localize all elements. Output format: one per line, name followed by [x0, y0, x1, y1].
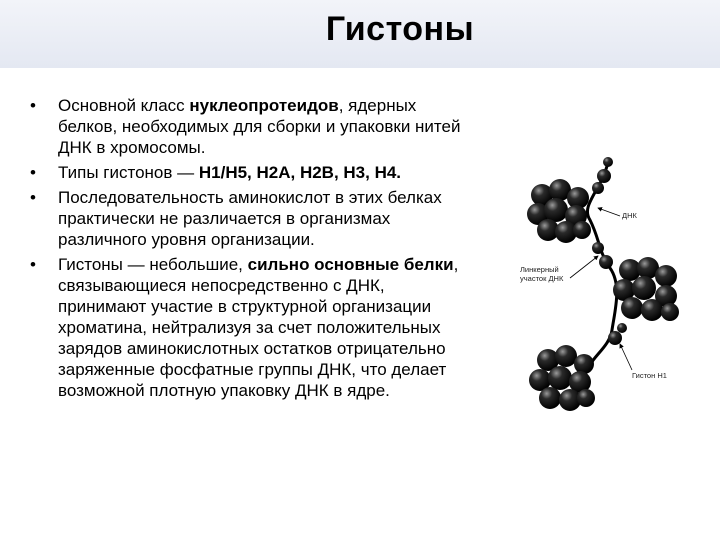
histone-label-arrow [620, 344, 632, 370]
nucleosome-3 [529, 345, 595, 411]
bullet-dot: • [30, 163, 36, 182]
bullet-dot: • [30, 96, 36, 115]
bullet-item: • Типы гистонов — Н1/Н5, Н2А, Н2В, Н3, Н4. [30, 163, 402, 182]
nucleosome-figure [520, 150, 690, 430]
page-title: Гистоны [325, 10, 475, 48]
bullet-item: • Последовательность аминокислот в этих белках практически не различается в организмах различного уровня организации. [30, 188, 442, 249]
linker-label-arrow [570, 256, 598, 278]
nucleosome-illustration [520, 150, 690, 430]
label-dna: ДНК [622, 211, 637, 220]
bullet-item: • Гистоны — небольшие, сильно основные белки, связывающиеся непосредственно с ДНК, принимают участие в структурной организации хроматина, нейтрализуя за счет положительных зарядов аминокислотных остатков отрицательно заряженные фосфатные группы ДНК, что делает возможной плотную упаковку ДНК в ядре. [30, 255, 459, 400]
bullet-dot: • [30, 188, 36, 207]
bullet-item: • Основной класс нуклеопротеидов, ядерных белков, необходимых для сборки и упаковки нитей ДНК в хромосомы. [30, 96, 461, 157]
bullet-list [30, 95, 475, 405]
label-histone: Гистон Н1 [632, 371, 667, 380]
nucleosome-1 [527, 179, 591, 243]
bullet-dot: • [30, 255, 36, 274]
nucleosome-2 [613, 257, 679, 321]
label-linker-line2: участок ДНК [520, 274, 564, 283]
dna-label-arrow [598, 208, 620, 216]
dna-linker-beads [592, 157, 627, 345]
label-linker-line1: Линкерный [520, 265, 559, 274]
